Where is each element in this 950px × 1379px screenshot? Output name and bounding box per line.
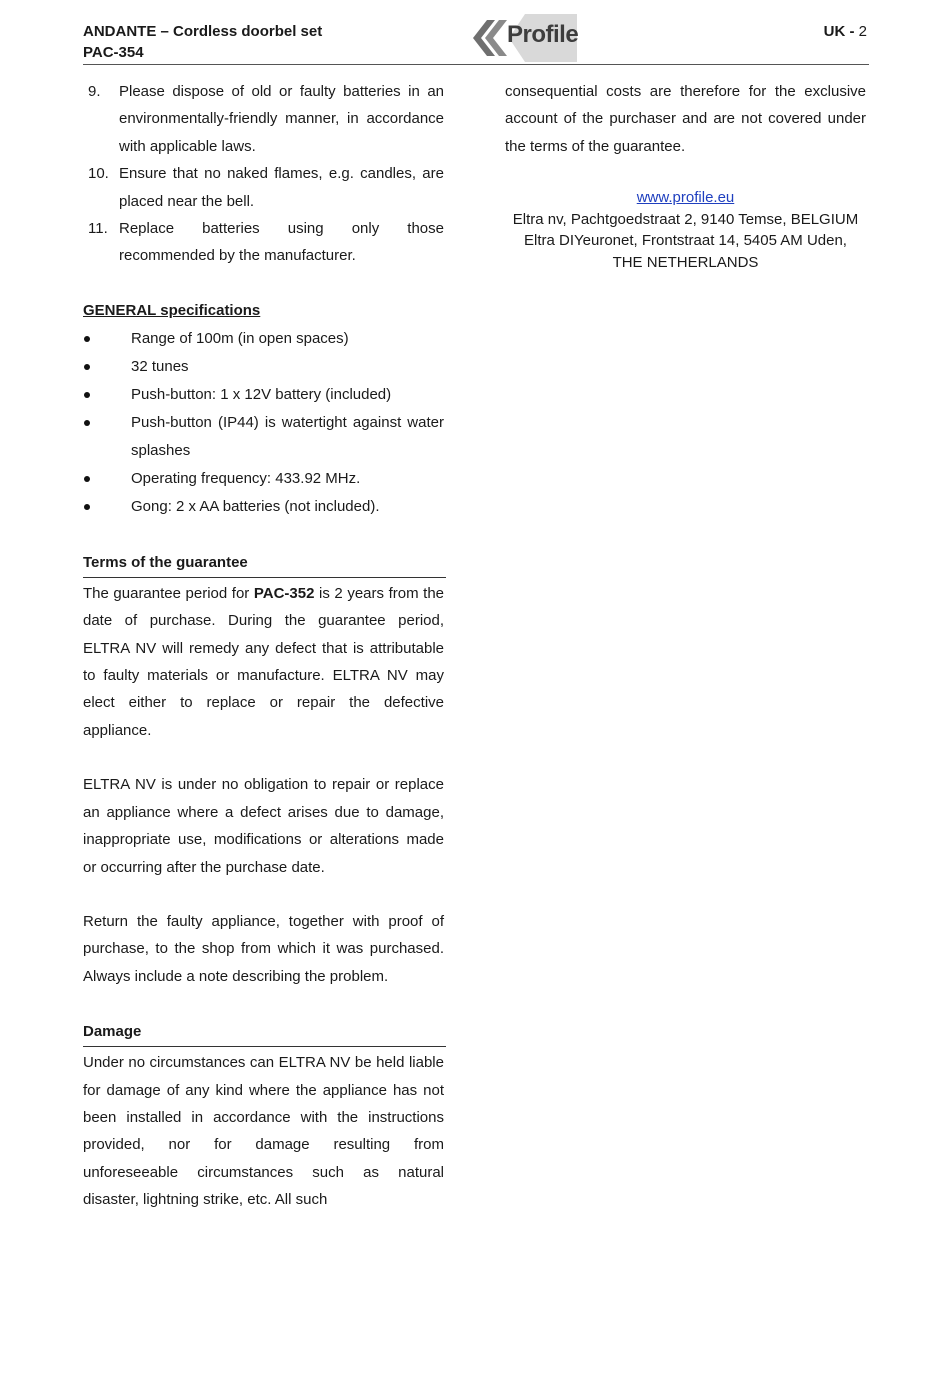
instruction-text: Replace batteries using only those recommended by the manufacturer. <box>119 220 444 265</box>
bullet-icon <box>84 420 90 426</box>
spec-item <box>83 353 444 381</box>
instructions-list <box>83 78 444 270</box>
address-country: THE NETHERLANDS <box>612 253 759 271</box>
instruction-number: 9. <box>88 83 101 100</box>
guarantee-paragraph-1 <box>83 580 444 744</box>
guarantee-text-pre: The guarantee period for <box>83 584 254 602</box>
instruction-number: 11. <box>88 220 108 238</box>
spec-text: Range of 100m (in open spaces) <box>131 329 349 347</box>
page-label: UK - <box>823 23 859 40</box>
bullet-icon <box>84 364 90 370</box>
spec-text: Push-button (IP44) is watertight against water splashes <box>131 413 444 459</box>
spec-item <box>83 493 444 521</box>
page-number <box>824 21 867 42</box>
spec-text: 32 tunes <box>131 357 189 375</box>
page-number-value: 2 <box>858 23 867 40</box>
instruction-text: Please dispose of old or faulty batteries in an environmentally-friendly manner, in accordance with applicable laws. <box>119 83 444 155</box>
damage-heading: Damage <box>83 1018 446 1047</box>
contact-block <box>505 187 866 273</box>
address-netherlands: Eltra DIYeuronet, Frontstraat 14, 5405 AM Uden, <box>524 232 847 250</box>
instruction-item <box>83 78 444 160</box>
website-link[interactable]: www.profile.eu <box>636 189 735 207</box>
right-column <box>505 78 866 273</box>
address-belgium: Eltra nv, Pachtgoedstraat 2, 9140 Temse, BELGIUM <box>512 210 859 228</box>
bullet-icon <box>84 476 90 482</box>
damage-paragraph: Under no circumstances can ELTRA NV be held liable for damage of any kind where the appliance has not been installed in accordance with the instructions provided, nor for damage resulting from unforeseeable circumstances such as natural disaster, lightning strike, etc. All such <box>83 1054 444 1209</box>
page-header <box>83 18 869 65</box>
spec-text: Gong: 2 x AA batteries (not included). <box>131 497 380 515</box>
guarantee-heading: Terms of the guarantee <box>83 549 446 578</box>
document-title-line1: ANDANTE – Cordless doorbel set <box>83 23 323 40</box>
spec-item <box>83 409 444 465</box>
profile-logo <box>465 12 579 64</box>
guarantee-text-post: is 2 years from the date of purchase. During the guarantee period, ELTRA NV will remedy any defect that is attributable to faulty materials or manufacture. ELTRA NV may elect either to replace or repair the defective appliance. <box>83 584 445 739</box>
spec-item <box>83 465 444 493</box>
guarantee-paragraph-2: ELTRA NV is under no obligation to repair or replace an appliance where a defect arises due to damage, inappropriate use, modifications or alterations made or occurring after the purchase date. <box>83 776 444 876</box>
bullet-icon <box>84 504 90 510</box>
document-model: PAC-354 <box>83 44 144 61</box>
damage-paragraph-continued: consequential costs are therefore for the exclusive account of the purchaser and are not covered under the terms of the guarantee. <box>505 83 866 155</box>
spec-item <box>83 381 444 409</box>
instruction-text: Ensure that no naked flames, e.g. candles, are placed near the bell. <box>119 165 444 210</box>
spec-item <box>83 325 444 353</box>
spec-text: Push-button: 1 x 12V battery (included) <box>131 385 392 403</box>
spec-text: Operating frequency: 433.92 MHz. <box>131 469 361 487</box>
bullet-icon <box>84 392 90 398</box>
instruction-item <box>83 215 444 270</box>
guarantee-model: PAC-352 <box>253 584 315 602</box>
instruction-item <box>83 160 444 215</box>
document-title <box>83 21 322 63</box>
bullet-icon <box>84 336 90 342</box>
general-specs-heading: GENERAL specifications <box>83 301 261 319</box>
left-column <box>83 78 444 1214</box>
specs-list <box>83 325 444 521</box>
guarantee-paragraph-3: Return the faulty appliance, together with proof of purchase, to the shop from which it was purchased. Always include a note describing the problem. <box>83 912 444 985</box>
instruction-number: 10. <box>88 165 109 183</box>
header-divider <box>83 64 869 65</box>
logo-text: Profile <box>507 21 579 48</box>
